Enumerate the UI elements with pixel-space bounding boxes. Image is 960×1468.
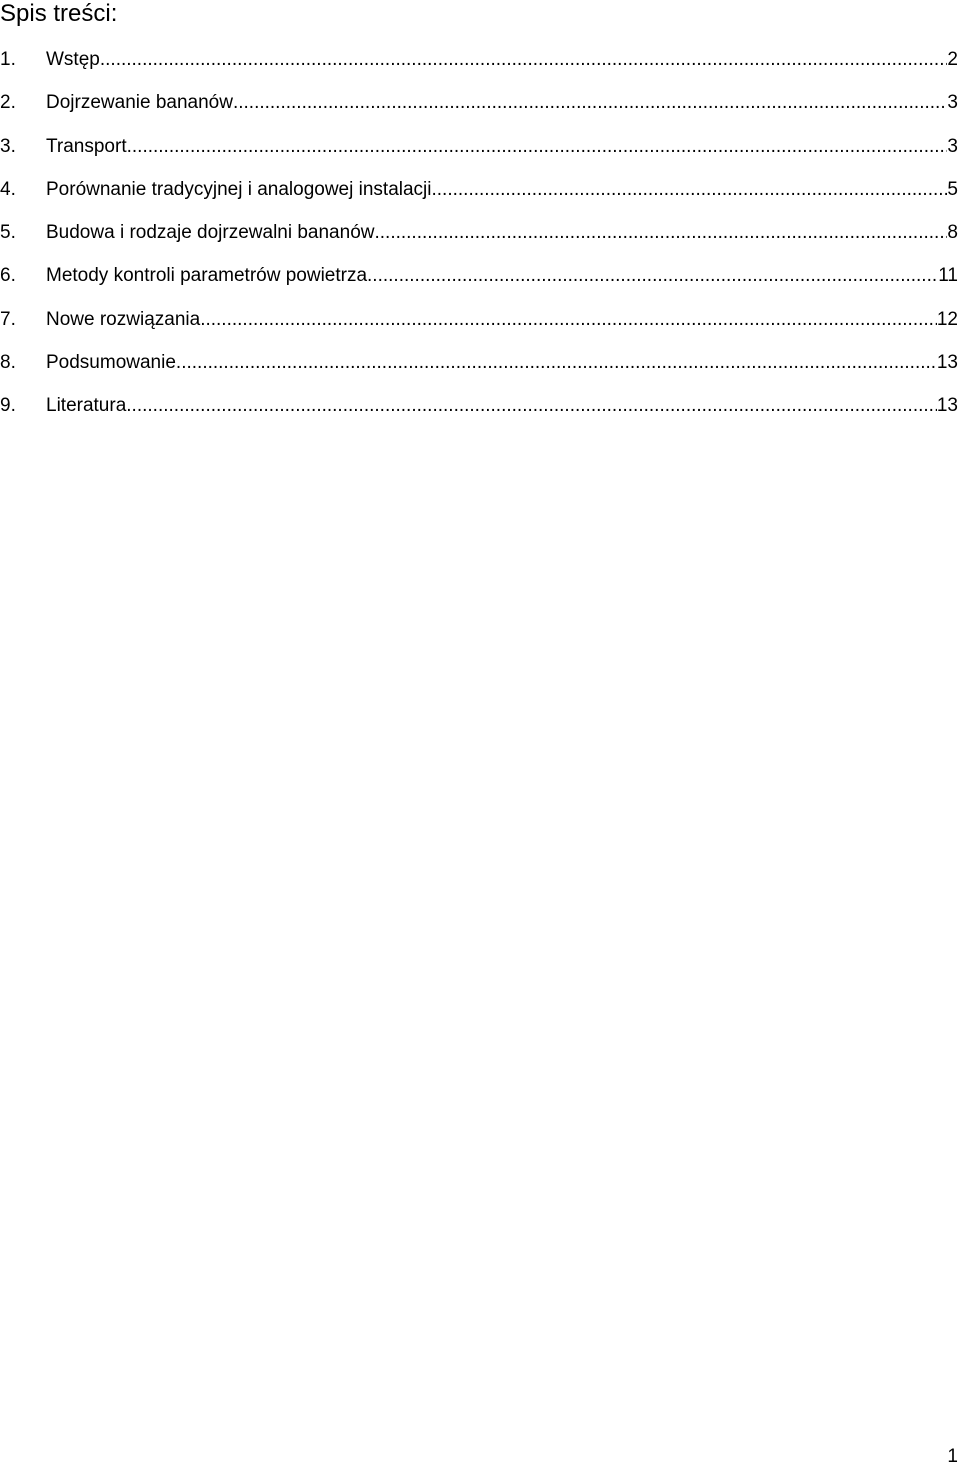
toc-entry-number: 7. — [0, 308, 16, 330]
toc-entry-number: 5. — [0, 222, 16, 244]
toc-entry-page: 5 — [947, 178, 958, 200]
toc-entry-number: 1. — [0, 49, 16, 70]
toc-entry-title: Podsumowanie — [46, 352, 176, 374]
toc-entry-title: Porównanie tradycyjnej i analogowej instalacji — [46, 178, 432, 200]
toc-entry-title: Budowa i rodzaje dojrzewalni bananów — [46, 222, 375, 244]
toc-entry-7[interactable] — [0, 306, 958, 349]
page-number: 1 — [947, 1446, 958, 1467]
toc-entry-number: 4. — [0, 178, 16, 200]
toc-dot-leader — [200, 306, 937, 334]
toc-entry-page: 8 — [947, 222, 958, 244]
toc-entry-page: 11 — [938, 265, 958, 287]
toc-entry-1[interactable] — [0, 46, 958, 89]
toc-entry-page: 13 — [936, 352, 958, 374]
toc-entry-page: 13 — [936, 395, 958, 417]
toc-entry-number: 2. — [0, 92, 16, 114]
toc-dot-leader — [126, 392, 937, 420]
toc-dot-leader — [233, 89, 947, 117]
toc-entry-title: Transport — [46, 135, 127, 157]
toc-entry-page: 3 — [947, 92, 958, 114]
toc-dot-leader — [367, 262, 938, 290]
toc-dot-leader — [176, 349, 937, 377]
toc-entry-5[interactable] — [0, 219, 958, 262]
toc-entry-number: 9. — [0, 395, 16, 417]
toc-entry-page: 3 — [947, 135, 958, 157]
table-of-contents — [0, 46, 958, 436]
toc-dot-leader — [127, 133, 948, 161]
toc-entry-title: Metody kontroli parametrów powietrza — [46, 265, 368, 287]
toc-entry-number: 8. — [0, 352, 16, 374]
toc-entry-page: 2 — [947, 49, 958, 70]
toc-entry-8[interactable] — [0, 349, 958, 392]
toc-entry-page: 12 — [936, 308, 958, 330]
toc-entry-3[interactable] — [0, 133, 958, 176]
toc-dot-leader — [432, 176, 948, 204]
toc-entry-2[interactable] — [0, 89, 958, 132]
toc-entry-6[interactable] — [0, 262, 958, 305]
toc-entry-title: Literatura — [46, 395, 127, 417]
toc-entry-9[interactable] — [0, 392, 958, 435]
toc-title: Spis treści: — [0, 0, 118, 27]
toc-dot-leader — [374, 219, 947, 247]
toc-entry-number: 3. — [0, 135, 16, 157]
toc-dot-leader — [100, 46, 948, 74]
toc-entry-4[interactable] — [0, 176, 958, 219]
toc-entry-title: Wstęp — [46, 49, 100, 70]
toc-entry-number: 6. — [0, 265, 16, 287]
toc-entry-title: Dojrzewanie bananów — [46, 92, 233, 114]
toc-entry-title: Nowe rozwiązania — [46, 308, 201, 330]
